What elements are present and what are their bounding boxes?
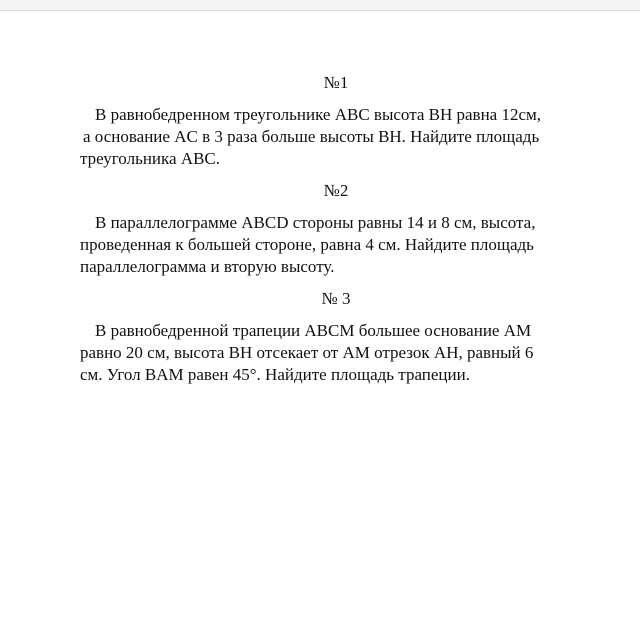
problem-3-line-1: В равнобедренной трапеции ABCM большее основание AM (95, 321, 532, 340)
problem-3-line-2: равно 20 см, высота BH отсекает от AM отрезок AH, равный 6 (80, 343, 534, 362)
problem-1-line-3: треугольника ABC. (80, 149, 221, 168)
problem-2-line-3: параллелограмма и вторую высоту. (80, 257, 335, 276)
problem-1-heading: №1 (323, 73, 349, 92)
problem-1-line-2: а основание AC в 3 раза больше высоты BH. Найдите площадь (83, 127, 540, 146)
problem-1-line-1: В равнобедренном треугольнике ABC высота BH равна 12см, (95, 105, 542, 124)
problem-3-text (80, 320, 592, 386)
problem-2-text (80, 212, 592, 278)
problem-2-line-1: В параллелограмме ABCD стороны равны 14 и 8 см, высота, (95, 213, 536, 232)
problem-2-line-2: проведенная к большей стороне, равна 4 см. Найдите площадь (80, 235, 534, 254)
window-top-edge (0, 0, 640, 11)
problem-sheet (80, 72, 592, 396)
problem-3-line-3: см. Угол BAM равен 45°. Найдите площадь трапеции. (80, 365, 470, 384)
problem-1-text (80, 104, 592, 170)
problem-2-heading: №2 (323, 181, 349, 200)
problem-3-heading: № 3 (321, 289, 351, 308)
